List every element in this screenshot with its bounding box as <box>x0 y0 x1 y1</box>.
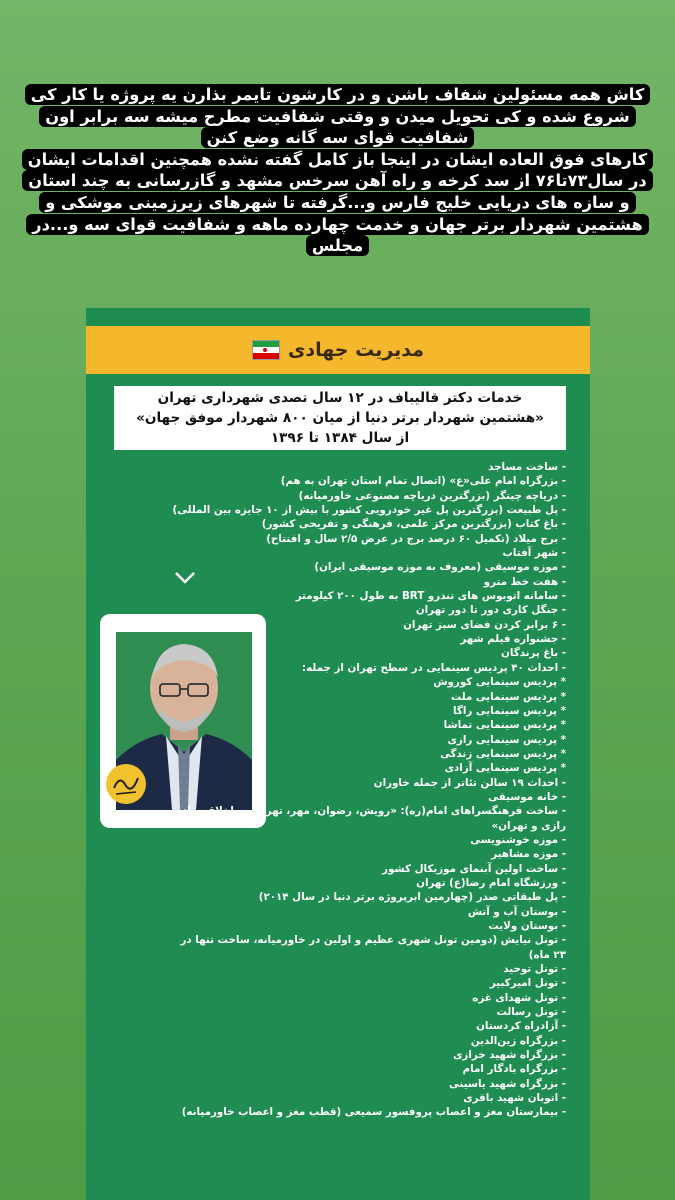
list-item: - بزرگراه شهید یاسینی <box>449 1077 566 1090</box>
card-header <box>86 326 590 374</box>
list-item: - بزرگراه شهید خرازی <box>452 1049 566 1062</box>
intro-line: خدمات دکتر قالیباف در ۱۲ سال تصدی شهرداری تهران <box>157 390 523 406</box>
list-item: * پردیس سینمایی زندگی <box>440 747 566 760</box>
list-item: * پردیس سینمایی راگا <box>452 704 566 717</box>
list-item: * پردیس سینمایی رازی <box>447 733 566 746</box>
list-item: * پردیس سینمایی کوروش <box>433 676 566 689</box>
caption-line: در سال۷۳تا۷۶ از سد کرخه و راه آهن سرخس مشهد و گازرسانی به چند استان <box>22 170 652 191</box>
caption-line: شفافیت قوای سه گانه وضع کنن <box>201 127 475 148</box>
list-item: - تونل رسالت <box>496 1006 566 1019</box>
list-item: - تونل امیرکبیر <box>489 977 566 990</box>
story-caption <box>8 84 667 257</box>
caption-line: مجلس <box>306 235 369 256</box>
list-item: - بیمارستان مغز و اعصاب پروفسور سمیعی (قطب مغز و اعصاب خاورمیانه) <box>181 1106 566 1119</box>
list-item: رازی و تهران» <box>491 819 566 832</box>
list-item: - تونل توحید <box>503 963 566 976</box>
list-item: - دریاچه چیتگر (بزرگترین دریاچه مصنوعی خاورمیانه) <box>298 489 566 502</box>
caption-line: و سازه های دریایی خلیج فارس و...گرفته تا شهرهای زیرزمینی موشکی و <box>39 192 636 213</box>
list-item: * پردیس سینمایی تماشا <box>443 719 566 732</box>
caption-line: کارهای فوق العاده ایشان در اینجا باز کامل گفته نشده همچنین اقدامات ایشان <box>22 149 653 170</box>
list-item: - موزه مشاهیر <box>491 848 566 861</box>
caption-line: شروع شده و کی تحویل میدن و وقتی شفافیت مطرح میشه سه برابر اون <box>39 106 635 127</box>
list-item: - احداث ۱۹ سالن تئاتر از جمله خاوران <box>373 776 566 789</box>
infographic-card <box>86 308 590 1200</box>
portrait-frame <box>100 614 266 828</box>
intro-box <box>114 386 566 450</box>
list-item: - ۶ برابر کردن فضای سبز تهران <box>403 618 566 631</box>
list-item: - بزرگراه زین‌الدین <box>470 1034 566 1047</box>
caption-line: هشتمین شهردار برتر جهان و خدمت چهارده ماهه و شفافیت قوای سه و...در <box>26 214 648 235</box>
list-item: - ساخت اولین آبنمای موزیکال کشور <box>382 862 566 875</box>
list-item: - ورزشگاه امام رضا(ع) تهران <box>416 876 566 889</box>
list-item: - ساخت مساجد <box>488 461 566 473</box>
list-item: - ساخت فرهنگسراهای امام(ره): «رویش، رضوان، مهر، تهرانسر، اخلاق، خاتم، <box>171 805 566 818</box>
list-item: - پل طبیعت (بزرگترین پل غیر خودرویی کشور با بیش از ۱۰ جایزه بین المللی) <box>172 504 566 517</box>
signature-logo <box>106 764 146 804</box>
iran-flag-icon <box>252 340 280 360</box>
list-item: - موزه موسیقی (معروف به موزه موسیقی ایران) <box>314 561 566 574</box>
list-item: - باغ پرندگان <box>501 647 566 660</box>
list-item: - تونل نیایش (دومین تونل شهری عظیم و اولین در خاورمیانه، ساخت تنها در <box>180 934 566 947</box>
intro-line: «هشتمین شهردار برتر دنیا از میان ۸۰۰ شهردار موفق جهان» <box>136 410 544 426</box>
list-item: - هفت خط مترو <box>483 575 566 588</box>
list-item: * پردیس سینمایی ملت <box>450 690 566 703</box>
list-item: - اتوبان شهید باقری <box>463 1092 566 1105</box>
list-item: - بزرگراه امام علی«ع» (اتصال تمام استان تهران به هم) <box>280 475 566 488</box>
list-item: - آزادراه کردستان <box>476 1020 566 1033</box>
list-item: - تونل شهدای غزه <box>472 991 566 1004</box>
list-item: - بزرگراه یادگار امام <box>462 1063 566 1076</box>
list-item: - برج میلاد (تکمیل ۶۰ درصد برج در عرض ۲/۵ سال و افتتاح) <box>266 532 566 545</box>
intro-line: از سال ۱۳۸۴ تا ۱۳۹۶ <box>270 430 410 446</box>
list-item: - جنگل کاری دور تا دور تهران <box>415 604 566 617</box>
list-item: - بوستان ولایت <box>488 920 566 932</box>
services-list <box>171 460 566 1120</box>
list-item: - موزه خوشنویسی <box>470 833 566 846</box>
list-item: * پردیس سینمایی آزادی <box>444 762 566 775</box>
chevron-down-icon[interactable] <box>172 568 198 594</box>
list-item: - سامانه اتوبوس های تندرو BRT به طول ۲۰۰ کیلومتر <box>295 590 566 603</box>
list-item: - بوستان آب و آتش <box>467 905 566 918</box>
list-item: - باغ کتاب (بزرگترین مرکز علمی، فرهنگی و تفریحی کشور) <box>261 518 566 531</box>
header-title: مدیریت جهادی <box>287 339 425 361</box>
list-item: - خانه موسیقی <box>488 790 566 803</box>
list-item: - احداث ۴۰ پردیس سینمایی در سطح تهران از جمله: <box>302 661 566 674</box>
list-item: - پل طبقاتی صدر (چهارمین ابرپروژه برتر دنیا در سال ۲۰۱۴) <box>258 891 566 904</box>
caption-line: کاش همه مسئولین شفاف باشن و در کارشون تایمر بذارن یه پروژه یا کار کی <box>25 84 651 105</box>
list-item: ۲۳ ماه) <box>528 948 566 961</box>
list-item: - جشنواره فیلم شهر <box>460 633 566 646</box>
list-item: - شهر آفتاب <box>502 547 566 560</box>
